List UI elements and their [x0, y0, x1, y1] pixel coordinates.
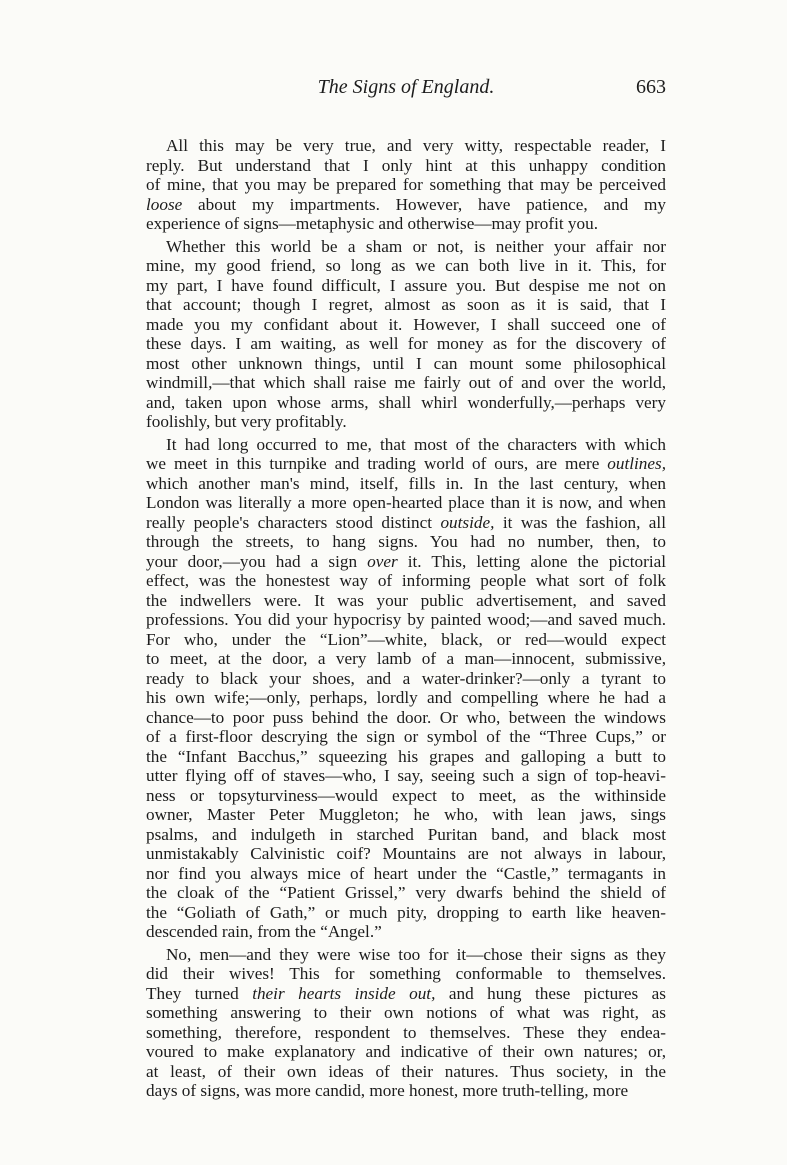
text-line [146, 630, 666, 650]
text-segment: descended rain, from the “Angel.” [146, 922, 382, 941]
text-segment: made you my confidant about it. However, I shall succeed one of [146, 314, 666, 334]
text-segment: unmistakably Calvinistic coif? Mountains are not always in labour, [146, 844, 666, 863]
text-line [146, 844, 666, 864]
text-line [146, 864, 666, 884]
text-line [146, 493, 666, 513]
text-segment: most other unknown things, until I can mount some philosophical [146, 353, 666, 373]
text-segment: and hung these pictures as [435, 983, 666, 1003]
text-segment: to meet, at the door, a very lamb of a man—innocent, submissive, [146, 649, 666, 668]
text-segment: They turned [146, 983, 253, 1003]
text-line [146, 727, 666, 747]
text-segment: that account; though I regret, almost as soon as it is said, that I [146, 295, 666, 314]
italic-text: their hearts inside out, [252, 983, 436, 1003]
text-line [146, 435, 666, 455]
text-segment: and, taken upon whose arms, shall whirl wonderfully,—perhaps very [146, 392, 666, 412]
text-line [146, 454, 666, 474]
text-line [146, 766, 666, 786]
text-segment: effect, was the honestest way of informing people what sort of folk [146, 571, 666, 590]
paragraph [146, 136, 666, 234]
text-segment: It had long occurred to me, that most of the characters with which [166, 434, 666, 454]
text-line [146, 964, 666, 984]
text-line [146, 805, 666, 825]
text-line [146, 1042, 666, 1062]
text-segment: chance—to poor puss behind the door. Or who, between the windows [146, 707, 666, 727]
text-line [146, 295, 666, 315]
text-segment: psalms, and indulgeth in starched Puritan band, and black most [146, 824, 666, 844]
text-segment: of mine, that you may be prepared for something that may be perceived [146, 175, 666, 194]
text-line [146, 373, 666, 393]
text-segment: All this may be very true, and very witty, respectable reader, I [166, 136, 666, 155]
text-line [146, 513, 666, 533]
text-segment: it. This, letting alone the pictorial [397, 551, 666, 571]
text-line [146, 334, 666, 354]
text-segment: professions. You did your hypocrisy by painted wood;—and saved much. [146, 610, 666, 629]
text-line [146, 786, 666, 806]
text-segment: utter flying off of staves—who, I say, seeing such a sign of top-heavi- [146, 766, 666, 785]
text-segment: which another man's mind, itself, fills in. In the last century, when [146, 473, 666, 493]
text-line [146, 708, 666, 728]
text-line [146, 669, 666, 689]
text-segment: really people's characters stood distinct [146, 512, 441, 532]
text-line [146, 237, 666, 257]
text-segment: ready to black your shoes, and a water-drinker?—only a tyrant to [146, 668, 666, 688]
text-line [146, 591, 666, 611]
text-segment: windmill,—that which shall raise me fairly out of and over the world, [146, 373, 666, 392]
text-line [146, 984, 666, 1004]
text-segment: the “Goliath of Gath,” or much pity, dropping to earth like heaven- [146, 902, 666, 922]
text-segment: nor find you always mice of heart under the “Castle,” termagants in [146, 863, 666, 883]
text-line [146, 1062, 666, 1082]
text-segment: No, men—and they were wise too for it—chose their signs as they [166, 944, 666, 964]
text-segment: London was literally a more open-hearted place than it is now, and when [146, 493, 666, 512]
paragraph [146, 945, 666, 1101]
text-line [146, 214, 666, 234]
text-segment: owner, Master Peter Muggleton; he who, with lean jaws, sings [146, 805, 666, 824]
text-line [146, 649, 666, 669]
text-line [146, 922, 666, 942]
text-line [146, 1081, 666, 1101]
italic-text: outside, [440, 512, 495, 532]
text-line [146, 747, 666, 767]
italic-text: outlines, [607, 454, 666, 473]
text-segment: it was the fashion, all [494, 512, 666, 532]
text-line [146, 256, 666, 276]
text-segment: the “Infant Bacchus,” squeezing his grapes and galloping a butt to [146, 746, 666, 766]
text-segment: reply. But understand that I only hint at this unhappy condition [146, 155, 666, 175]
text-segment: about my impartments. However, have patience, and my [182, 194, 666, 214]
text-segment: Whether this world be a sham or not, is neither your affair nor [166, 236, 666, 256]
text-line [146, 883, 666, 903]
text-line [146, 945, 666, 965]
text-segment: something answering to their own notions of what was right, as [146, 1003, 666, 1022]
text-segment: the cloak of the “Patient Grissel,” very dwarfs behind the shield of [146, 883, 666, 902]
text-line [146, 688, 666, 708]
text-segment: at least, of their own ideas of their natures. Thus society, in the [146, 1061, 666, 1081]
italic-text: over [367, 551, 398, 571]
text-segment: mine, my good friend, so long as we can both live in it. This, for [146, 256, 666, 275]
body-text [146, 136, 666, 1101]
text-line [146, 903, 666, 923]
text-segment: through the streets, to hang signs. You had no number, then, to [146, 532, 666, 551]
text-line [146, 571, 666, 591]
text-line [146, 1003, 666, 1023]
text-segment: ness or topsyturviness—would expect to meet, as the withinside [146, 785, 666, 805]
running-title: The Signs of England. [317, 76, 495, 98]
text-segment: we meet in this turnpike and trading world of ours, are mere [146, 454, 608, 473]
page-number: 663 [636, 76, 666, 98]
text-segment: the indwellers were. It was your public advertisement, and saved [146, 590, 666, 610]
text-line [146, 315, 666, 335]
text-segment: foolishly, but very profitably. [146, 412, 347, 431]
running-head [146, 76, 666, 102]
text-segment: these days. I am waiting, as well for money as for the discovery of [146, 334, 666, 353]
text-line [146, 412, 666, 432]
text-segment: his own wife;—only, perhaps, lordly and compelling where he had a [146, 688, 666, 707]
text-line [146, 610, 666, 630]
italic-text: loose [146, 194, 183, 214]
text-line [146, 156, 666, 176]
text-line [146, 532, 666, 552]
text-segment: of a first-floor descrying the sign or symbol of the “Three Cups,” or [146, 727, 666, 746]
text-line [146, 552, 666, 572]
text-segment: voured to make explanatory and indicative of their own natures; or, [146, 1042, 666, 1061]
text-line [146, 825, 666, 845]
text-segment: did their wives! This for something conformable to themselves. [146, 964, 666, 983]
text-line [146, 276, 666, 296]
text-segment: days of signs, was more candid, more honest, more truth-telling, more [146, 1081, 629, 1100]
text-line [146, 393, 666, 413]
text-line [146, 354, 666, 374]
text-segment: something, therefore, respondent to themselves. These they endea- [146, 1022, 666, 1042]
text-segment: my part, I have found difficult, I assure you. But despise me not on [146, 275, 666, 295]
paragraph [146, 435, 666, 942]
paragraph [146, 237, 666, 432]
text-line [146, 474, 666, 494]
text-line [146, 175, 666, 195]
text-line [146, 195, 666, 215]
text-line [146, 136, 666, 156]
text-segment: For who, under the “Lion”—white, black, or red—would expect [146, 629, 666, 649]
text-segment: your door,—you had a sign [146, 551, 368, 571]
text-segment: experience of signs—metaphysic and otherwise—may profit you. [146, 214, 599, 233]
text-line [146, 1023, 666, 1043]
